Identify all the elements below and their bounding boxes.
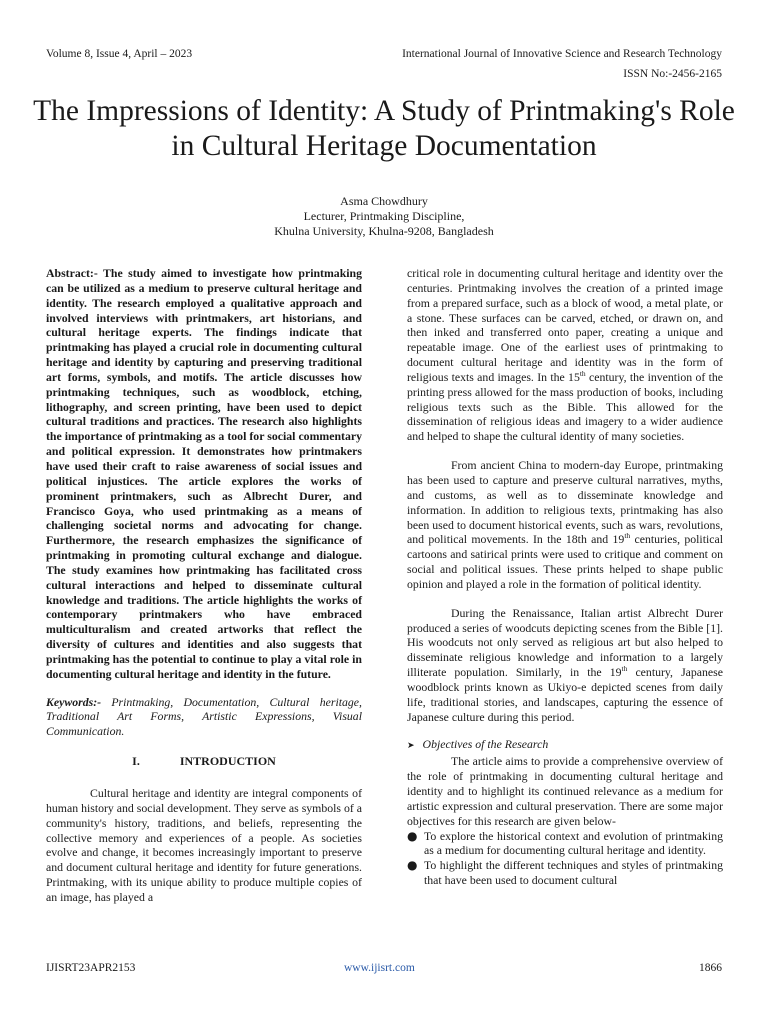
objectives-intro: The article aims to provide a comprehensive overview of the role of printmaking in documenting cultural heritage and identity and to highlight its continued relevance as a medium for artistic expression and cultural preservation. There are some major objectives for this research are given below- [407,754,723,828]
keywords-text: Printmaking, Documentation, Cultural heritage, Traditional Art Forms, Artistic Expressions, Visual Communication. [46,694,362,739]
intro-paragraph-2: critical role in documenting cultural heritage and identity over the centuries. Printmaking involves the creation of a printed image from a prepared surface, such as a block of wood, a metal plate, or a stone. These surfaces can be carved, etched, or drawn on, and then inked and transferred onto paper, creating a unique and repeatable image. One of the earliest uses of printmaking to document cultural heritage and identity was in the form of religious texts and images. In the 15th century, the invention of the printing press allowed for the mass production of books, including religious texts such as the Bible. This allowed for the dissemination of religious ideas and imagery to a wider audience and helped to shape the cultural identity of many societies. [407,266,723,444]
author-name: Asma Chowdhury [340,194,428,208]
objectives-heading: ➤ Objectives of the Research [407,737,549,752]
keywords [46,695,362,740]
volume-issue: Volume 8, Issue 4, April – 2023 [46,48,193,60]
abstract-text: The study aimed to investigate how printmaking can be utilized as a medium to preserve cultural heritage and identity. The research employed a qualitative approach and involved interviews with printmakers, art historians, and cultural heritage experts. The findings indicate that printmaking has played a crucial role in documenting cultural heritage and identity by capturing and preserving traditional art forms, symbols, and motifs. The article discusses how printmaking techniques, such as woodblock, etching, lithography, and screen printing, have been used to depict cultural traditions and practices. The research also highlights the importance of printmaking as a tool for social commentary and political expression. It demonstrates how printmakers have used their craft to raise awareness of social issues and political injustices. The article explores the works of prominent printmakers, such as Albrecht Durer, and Francisco Goya, who used printmaking as a means of challenging societal norms and advocating for change. Furthermore, the research emphasizes the significance of printmaking in promoting cultural exchange and dialogue. The study examines how printmaking has facilitated cross cultural interactions and helped to disseminate cultural knowledge and traditions. The article highlights the works of contemporary printmakers who have embraced multiculturalism and created artworks that reflect the diversity of cultures and identities and also suggests that printmaking has the potential to continue to play a vital role in documenting cultural heritage and identity in the future. [46,266,362,681]
issn: ISSN No:-2456-2165 [623,68,722,80]
journal-name: International Journal of Innovative Science and Research Technology [402,48,722,60]
abstract [46,266,362,682]
bullet-icon: ● [407,828,418,843]
left-column [46,266,362,905]
right-column [407,266,723,888]
page-number: 1866 [699,962,722,974]
intro-paragraph-3: From ancient China to modern-day Europe, printmaking has been used to capture and preserve cultural narratives, myths, and customs, as well as to disseminate knowledge and information. In addition to religious texts, printmaking has also been used to document historical events, such as wars, revolutions, and political movements. In the 18th and 19th centuries, political cartoons and satirical prints were used to critique and comment on social and political issues. These prints helped to shape public opinion and played a role in the formation of political identity. [407,458,723,591]
footer-code: IJISRT23APR2153 [46,962,136,974]
author-block [100,194,668,239]
footer-url-link[interactable]: www.ijisrt.com [344,962,415,974]
section-number: I. [132,754,140,769]
author-affiliation: Khulna University, Khulna-9208, Bangladesh [274,224,494,238]
section-title: INTRODUCTION [179,754,276,769]
objectives-list [407,829,723,888]
list-item: ● To explore the historical context and evolution of printmaking as a medium for documenting cultural heritage and identity. [407,828,723,858]
section-heading [46,754,362,769]
keywords-label: Keywords:- [46,694,102,709]
arrow-bullet-icon: ➤ [407,741,415,752]
paper-title: The Impressions of Identity: A Study of Printmaking's Role in Cultural Heritage Documentation [33,95,735,162]
abstract-label: Abstract:- [46,266,98,280]
list-item: ● To highlight the different techniques and styles of printmaking that have been used to document cultural [407,858,723,888]
intro-paragraph-1: Cultural heritage and identity are integral components of human history and social development. They serve as symbols of a community's history, traditions, and beliefs, representing the collective memory and experiences of a people. As societies evolve and change, it becomes increasingly important to preserve and document cultural heritage and identity for future generations. Printmaking, with its unique ability to produce multiple copies of an image, has played a [46,786,362,904]
author-position: Lecturer, Printmaking Discipline, [303,209,465,223]
intro-paragraph-4: During the Renaissance, Italian artist Albrecht Durer produced a series of woodcuts depicting scenes from the Bible [1]. His woodcuts not only served as religious art but also helped to disseminate religious knowledge and information to a largely illiterate population. Similarly, in the 19th century, Japanese woodblock prints known as Ukiyo-e depicted scenes from daily life, traditional stories, and landscapes, capturing the essence of Japanese culture during this period. [407,605,723,724]
bullet-icon: ● [407,858,418,873]
